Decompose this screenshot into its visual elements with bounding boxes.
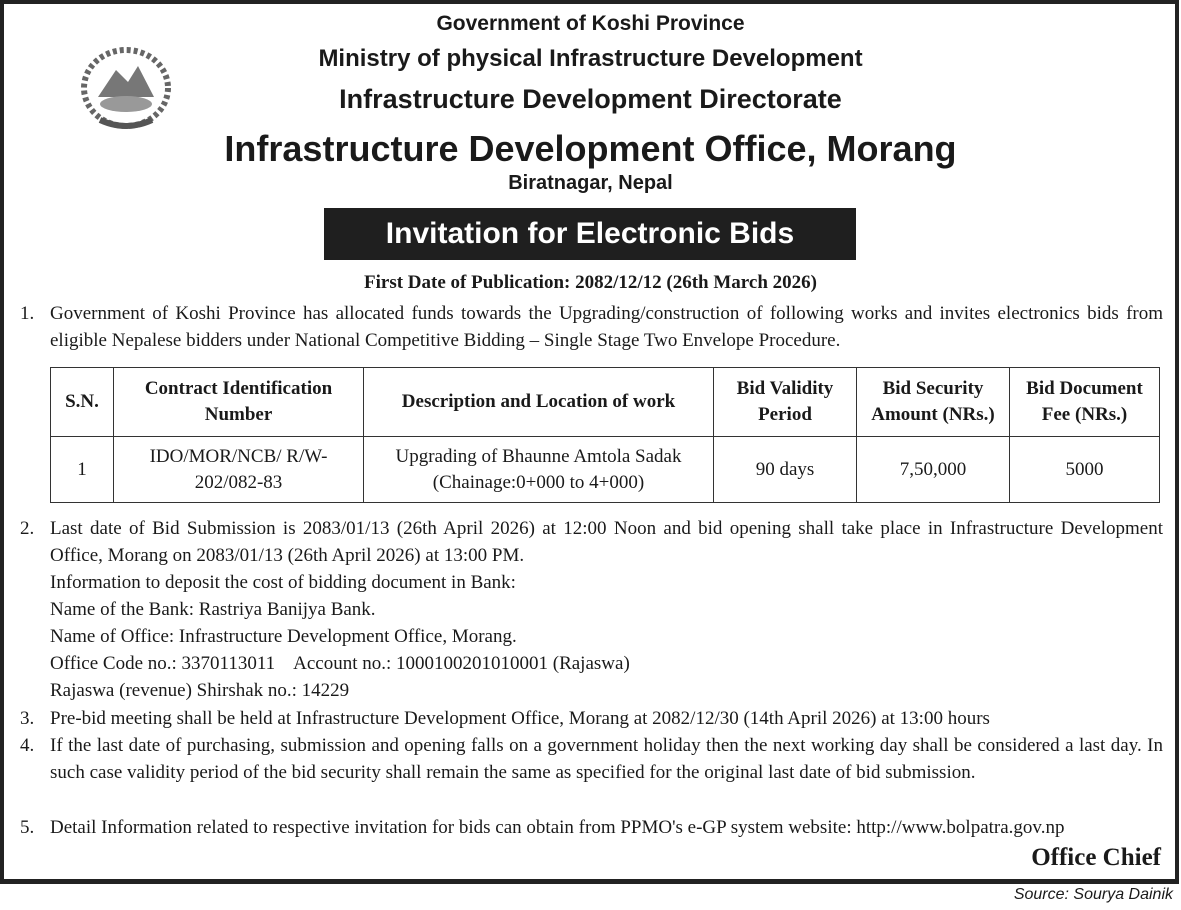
header-directorate: Infrastructure Development Directorate	[339, 84, 842, 114]
header-location: Biratnagar, Nepal	[508, 172, 673, 194]
revenue-code: Rajaswa (revenue) Shirshak no.: 14229	[50, 680, 350, 701]
item-text: Last date of Bid Submission is 2083/01/13 (26th April 2026) at 12:00 Noon and bid opening shall take place in Infrastructure Development Office, Morang on 2083/01/13 (26th April 2026) at 13:00 PM.	[50, 518, 1163, 566]
item-text: Government of Koshi Province has allocated funds towards the Upgrading/construction of following works and invites electronics bids from eligible Nepalese bidders under National Competitive Bidding – Single Stage Two Envelope Procedure.	[50, 303, 1163, 351]
cell-security: 7,50,000	[857, 437, 1010, 503]
paragraph-5	[20, 814, 1163, 841]
cell-contract-id: IDO/MOR/NCB/ R/W-202/082-83	[114, 437, 364, 503]
paragraph-3	[20, 705, 1163, 732]
col-header: Bid Security Amount (NRs.)	[857, 368, 1010, 437]
header-ministry: Ministry of physical Infrastructure Development	[318, 45, 863, 72]
item-number: 1.	[20, 303, 35, 324]
item-text: Detail Information related to respective invitation for bids can obtain from PPMO's e-GP system website: http://www.bolpatra.gov.np	[50, 817, 1065, 838]
cell-description: Upgrading of Bhaunne Amtola Sadak (Chainage:0+000 to 4+000)	[364, 437, 714, 503]
table-header-row	[51, 368, 1160, 437]
col-header: Bid Document Fee (NRs.)	[1010, 368, 1160, 437]
paragraph-4	[20, 732, 1163, 786]
source-credit: Source: Sourya Dainik	[1013, 886, 1173, 903]
item-text: If the last date of purchasing, submission and opening falls on a government holiday then the next working day shall be considered a last day. In such case validity period of the bid security shall remain the same as specified for the original last date of bid submission.	[50, 735, 1163, 783]
office-account: Office Code no.: 3370113011 Account no.: 1000100201010001 (Rajaswa)	[50, 653, 630, 674]
header-office: Infrastructure Development Office, Morang	[224, 128, 957, 169]
col-header: S.N.	[51, 368, 114, 437]
cell-fee: 5000	[1010, 437, 1160, 503]
bank-info-heading: Information to deposit the cost of bidding document in Bank:	[50, 572, 516, 593]
table-row	[51, 437, 1160, 503]
bid-table	[50, 367, 1160, 503]
col-header: Description and Location of work	[364, 368, 714, 437]
item-number: 4.	[20, 735, 35, 756]
cell-sn: 1	[51, 437, 114, 503]
col-header: Contract Identification Number	[114, 368, 364, 437]
publication-date: First Date of Publication: 2082/12/12 (26th March 2026)	[364, 272, 817, 293]
col-header: Bid Validity Period	[714, 368, 857, 437]
cell-validity: 90 days	[714, 437, 857, 503]
header-government: Government of Koshi Province	[436, 12, 745, 35]
signature-office-chief: Office Chief	[1031, 844, 1161, 871]
item-number: 3.	[20, 708, 35, 729]
item-number: 2.	[20, 518, 35, 539]
item-number: 5.	[20, 817, 35, 838]
notice-title-banner: Invitation for Electronic Bids	[324, 208, 856, 260]
item-text: Pre-bid meeting shall be held at Infrastructure Development Office, Morang at 2082/12/30 (14th April 2026) at 13:00 hours	[50, 708, 990, 729]
bank-name: Name of the Bank: Rastriya Banijya Bank.	[50, 599, 376, 620]
paragraph-1	[20, 300, 1163, 354]
office-name: Name of Office: Infrastructure Development Office, Morang.	[50, 626, 517, 647]
paragraph-2	[20, 515, 1163, 704]
